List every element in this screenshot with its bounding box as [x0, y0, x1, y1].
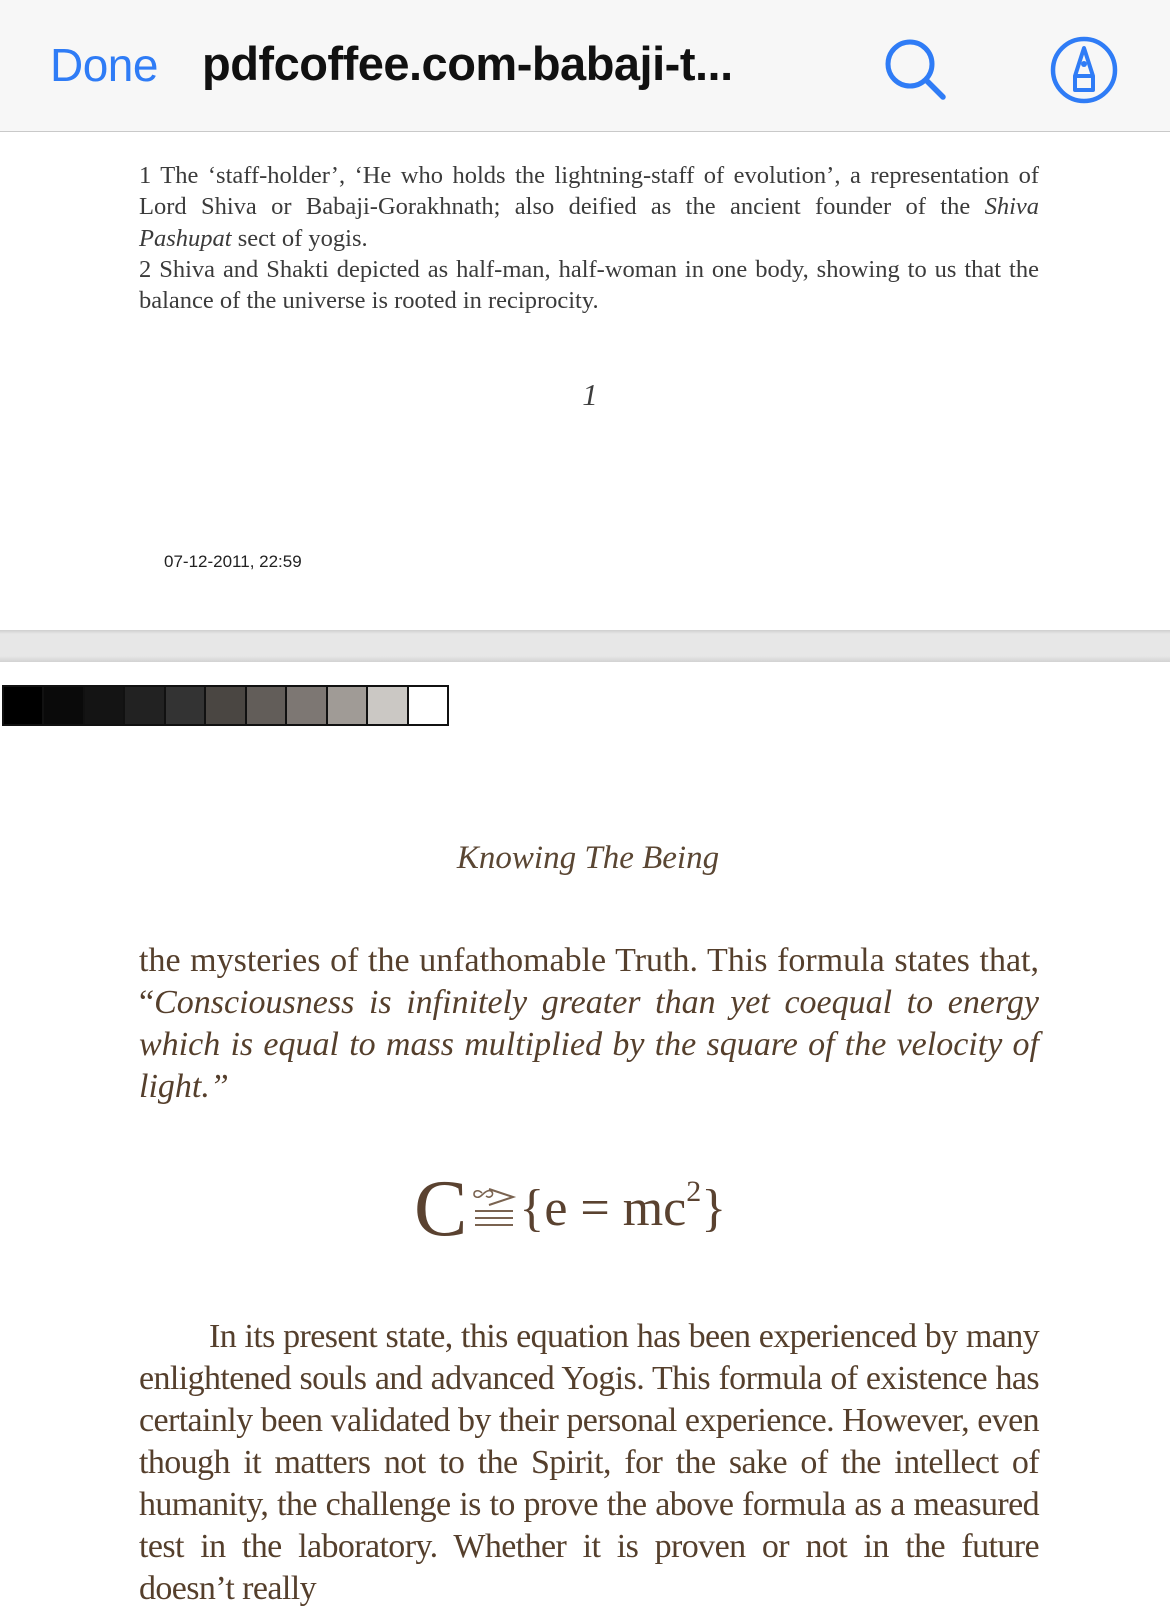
navigation-bar [0, 0, 1170, 132]
print-timestamp: 07-12-2011, 22:59 [164, 552, 302, 571]
grayscale-swatch [409, 687, 447, 724]
grayscale-swatch [206, 687, 246, 724]
formula [414, 1152, 727, 1253]
markup-icon[interactable] [1048, 34, 1120, 106]
footnotes [139, 160, 1039, 316]
pdf-page-2 [0, 662, 1170, 1607]
footnote-1: 1 The ‘staff-holder’, ‘He who holds the lightning-staff of evolution’, a representation of Lord Shiva or Babaji-Gorakhnath; also deified as the ancient founder of the Shiva Pashupat sect of yogis. [139, 162, 1039, 252]
grayscale-swatch [247, 687, 287, 724]
document-title: pdfcoffee.com-babaji-t... [202, 37, 733, 90]
grayscale-calibration-bar [2, 685, 449, 726]
infinity-greater-equal-icon [471, 1185, 517, 1235]
formula-expression: $\{e = mc^2\}$ [519, 1175, 727, 1237]
footnote-2: 2 Shiva and Shakti depicted as half-man, half-woman in one body, showing to us that the balance of the universe is rooted in reciprocity. [139, 255, 1039, 315]
grayscale-swatch [125, 687, 165, 724]
formula-consciousness: C [414, 1165, 468, 1253]
pdf-page-1 [0, 133, 1170, 630]
chapter-header: Knowing The Being [456, 840, 720, 876]
grayscale-swatch [368, 687, 408, 724]
grayscale-swatch [44, 687, 84, 724]
body-paragraph-2: In its present state, this equation has been experienced by many enlightened souls and advanced Yogis. This formula of existence has certainly been validated by their personal experience. However, even though it matters not to the Spirit, for the sake of the intellect of humanity, the challenge is to prove the above formula as a measured test in the laboratory. Whether it is proven or not in the future doesn’t really [139, 1318, 1039, 1607]
grayscale-swatch [85, 687, 125, 724]
done-button[interactable]: Done [50, 39, 158, 91]
body-paragraph-1: the mysteries of the unfathomable Truth. This formula states that, “Consciousness is infinitely greater than yet coequal to energy which is equal to mass multiplied by the square of the velocity of light.” [139, 942, 1039, 1105]
grayscale-swatch [4, 687, 44, 724]
grayscale-swatch [287, 687, 327, 724]
grayscale-swatch [166, 687, 206, 724]
page-number: 1 [582, 377, 598, 412]
page-separator [0, 630, 1170, 662]
grayscale-swatch [328, 687, 368, 724]
search-icon[interactable] [880, 34, 952, 106]
